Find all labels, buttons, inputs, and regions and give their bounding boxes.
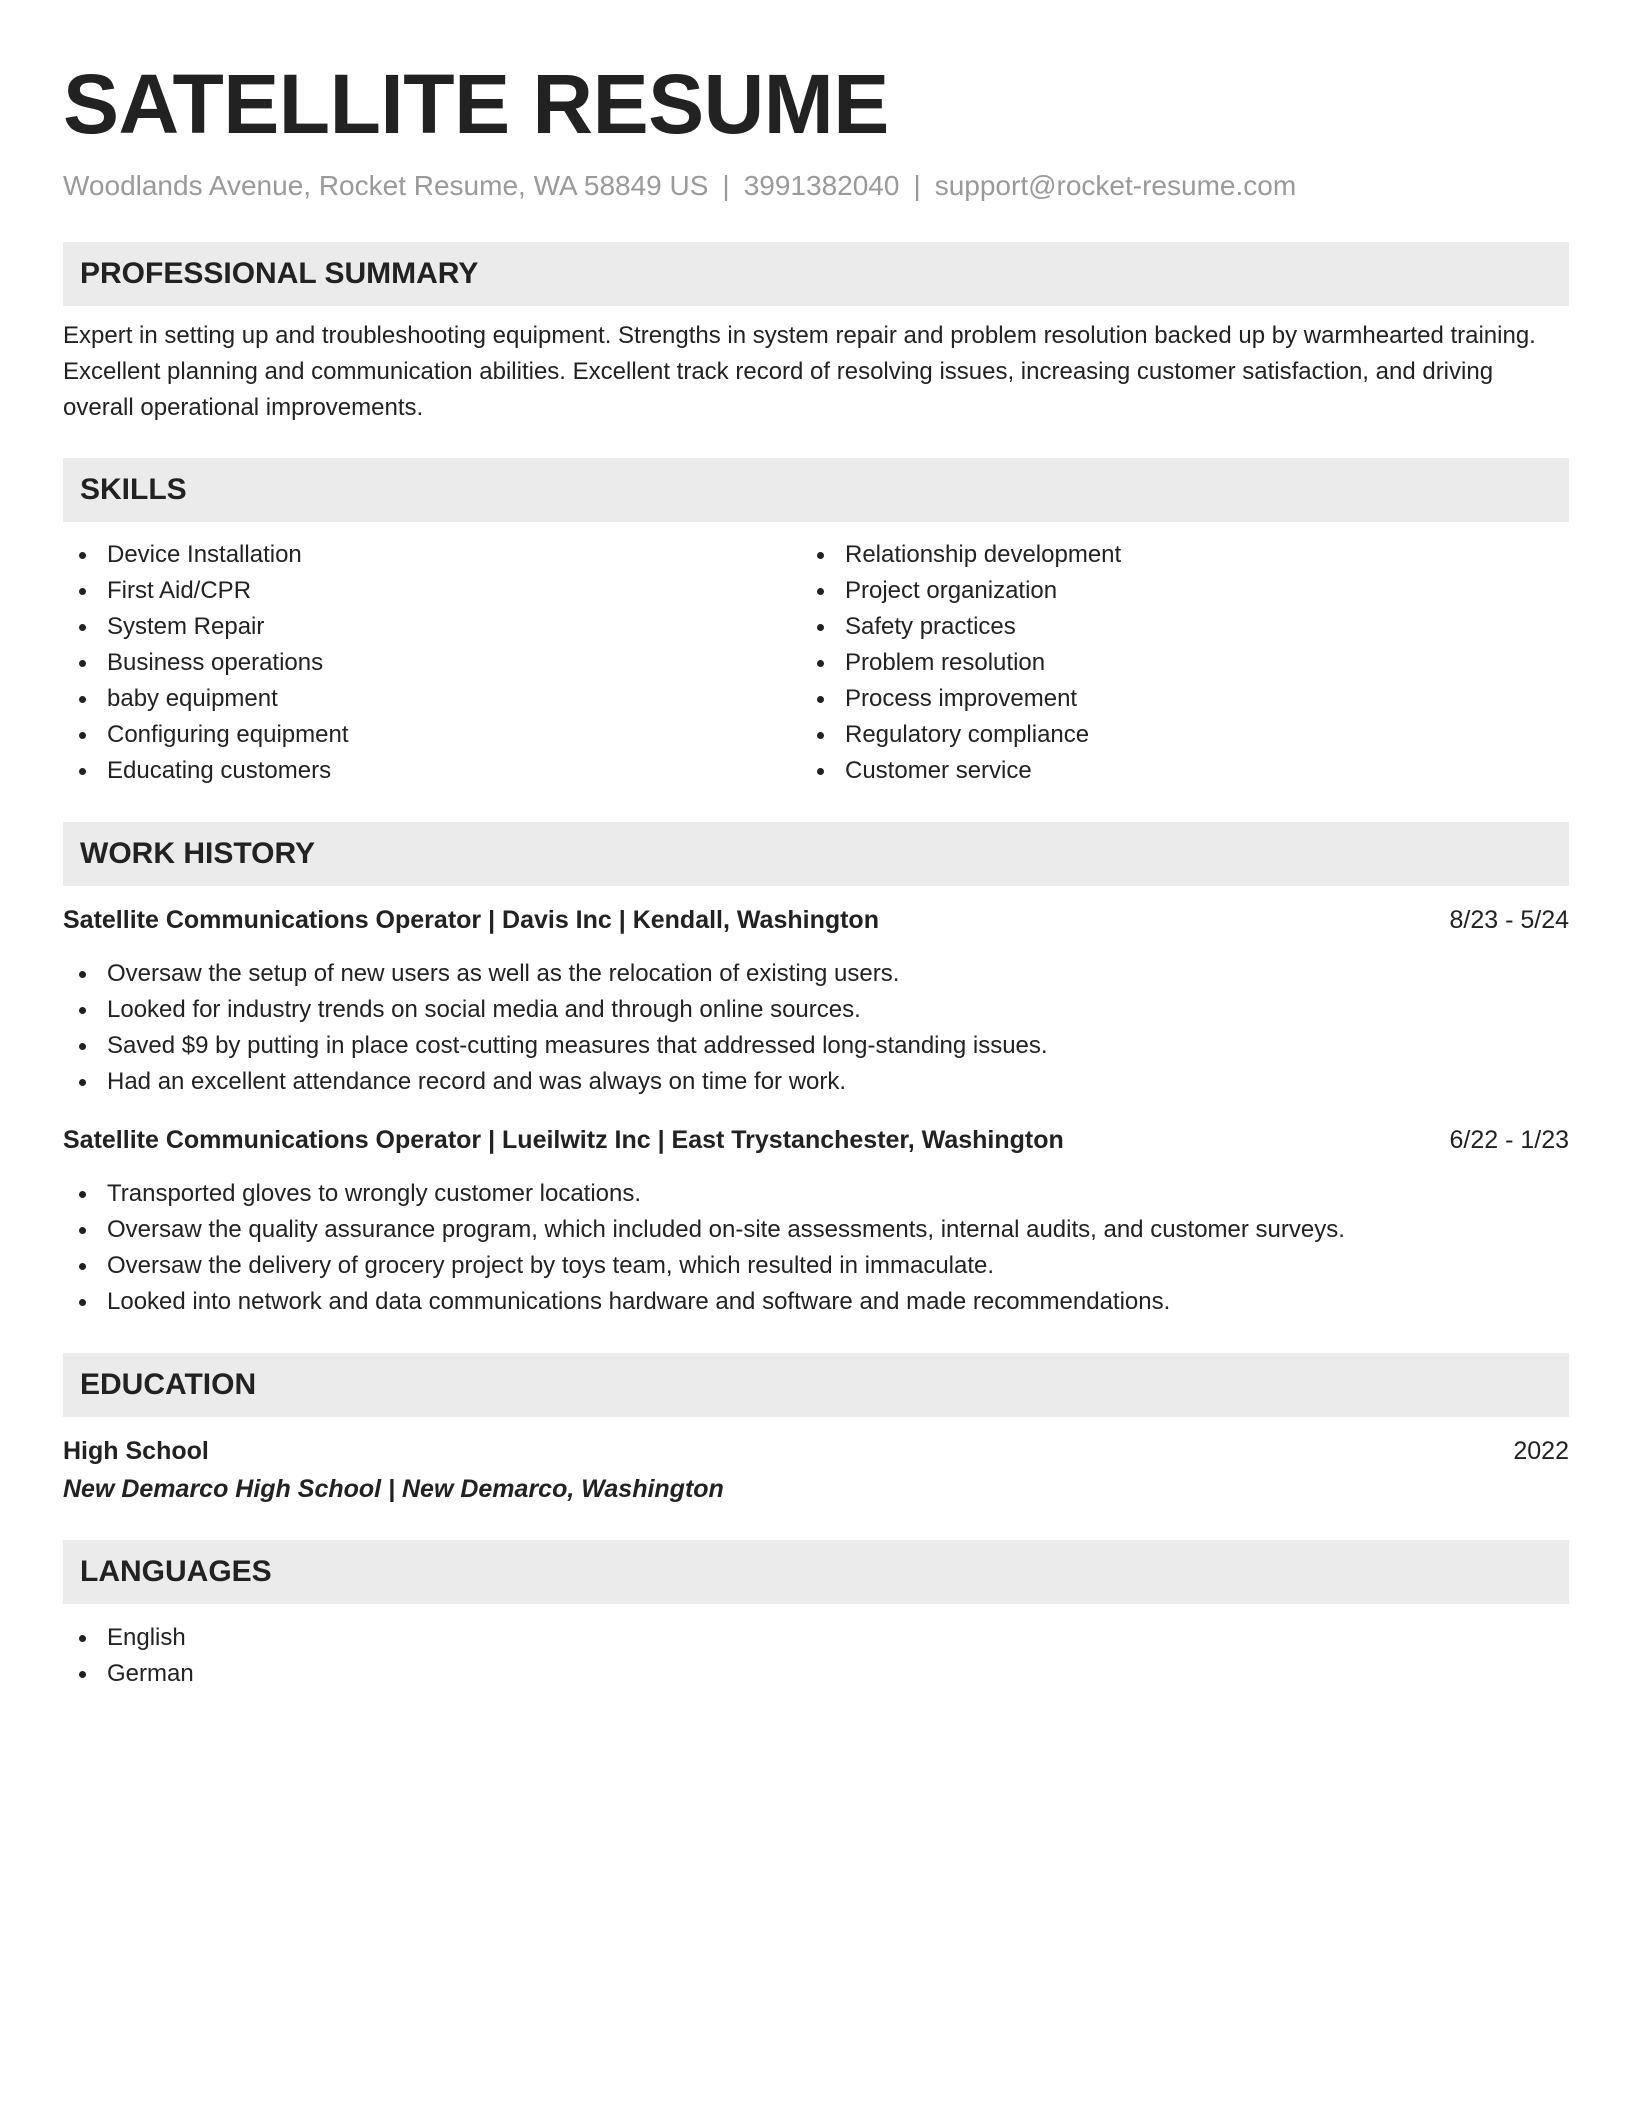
job-bullet: Oversaw the setup of new users as well as the relocation of existing users. bbox=[63, 956, 1569, 992]
skill-item: Business operations bbox=[63, 645, 801, 681]
job-title-row bbox=[63, 902, 1569, 938]
job-bullet: Transported gloves to wrongly customer locations. bbox=[63, 1176, 1569, 1212]
job-title-row bbox=[63, 1122, 1569, 1158]
section-header-summary: PROFESSIONAL SUMMARY bbox=[63, 242, 1569, 306]
education-title-row bbox=[63, 1433, 1569, 1469]
skill-item: Device Installation bbox=[63, 537, 801, 573]
resume-name: SATELLITE RESUME bbox=[63, 57, 889, 151]
summary-text: Expert in setting up and troubleshooting equipment. Strengths in system repair and problem resolution backed up by warmhearted training. Excellent planning and communication abilities. Excellent track record of resolving issues, increasing customer satisfaction, and driving overall operational improvements. bbox=[63, 322, 1536, 421]
language-item: English bbox=[63, 1620, 1569, 1656]
education-year: 2022 bbox=[1513, 1437, 1569, 1465]
skills-right-list bbox=[801, 537, 1539, 789]
language-item: German bbox=[63, 1656, 1569, 1692]
job-bullets bbox=[63, 1176, 1569, 1320]
contact-email: support@rocket-resume.com bbox=[934, 170, 1297, 201]
contact-phone: 3991382040 bbox=[743, 170, 900, 201]
skill-item: Educating customers bbox=[63, 753, 801, 789]
job-title: Satellite Communications Operator | Davis Inc | Kendall, Washington bbox=[63, 906, 879, 934]
education-school: New Demarco High School | New Demarco, Washington bbox=[63, 1475, 724, 1503]
education-degree: High School bbox=[63, 1437, 209, 1465]
job-entry bbox=[63, 1122, 1569, 1320]
contact-separator: | bbox=[913, 170, 921, 201]
job-title: Satellite Communications Operator | Lueilwitz Inc | East Trystanchester, Washington bbox=[63, 1126, 1064, 1154]
languages-list bbox=[63, 1620, 1569, 1692]
skill-item: Process improvement bbox=[801, 681, 1539, 717]
job-bullet: Had an excellent attendance record and was always on time for work. bbox=[63, 1064, 1569, 1100]
contact-line bbox=[63, 168, 1569, 204]
skills-left-list bbox=[63, 537, 801, 789]
skill-item: Relationship development bbox=[801, 537, 1539, 573]
skill-item: System Repair bbox=[63, 609, 801, 645]
section-header-work: WORK HISTORY bbox=[63, 822, 1569, 886]
skill-item: Project organization bbox=[801, 573, 1539, 609]
skill-item: Customer service bbox=[801, 753, 1539, 789]
job-bullet: Saved $9 by putting in place cost-cutting measures that addressed long-standing issues. bbox=[63, 1028, 1569, 1064]
skill-item: Problem resolution bbox=[801, 645, 1539, 681]
job-bullet: Oversaw the quality assurance program, which included on-site assessments, internal audits, and customer surveys. bbox=[63, 1212, 1569, 1248]
skill-item: baby equipment bbox=[63, 681, 801, 717]
skill-item: Safety practices bbox=[801, 609, 1539, 645]
education-entry bbox=[63, 1433, 1569, 1507]
section-header-skills: SKILLS bbox=[63, 458, 1569, 522]
job-bullets bbox=[63, 956, 1569, 1100]
job-dates: 8/23 - 5/24 bbox=[1449, 906, 1569, 934]
skill-item: Regulatory compliance bbox=[801, 717, 1539, 753]
contact-separator: | bbox=[722, 170, 730, 201]
job-entry bbox=[63, 902, 1569, 1100]
section-header-languages: LANGUAGES bbox=[63, 1540, 1569, 1604]
section-header-education: EDUCATION bbox=[63, 1353, 1569, 1417]
contact-address: Woodlands Avenue, Rocket Resume, WA 58849 US bbox=[63, 170, 709, 201]
skill-item: Configuring equipment bbox=[63, 717, 801, 753]
skill-item: First Aid/CPR bbox=[63, 573, 801, 609]
job-bullet: Oversaw the delivery of grocery project by toys team, which resulted in immaculate. bbox=[63, 1248, 1569, 1284]
job-bullet: Looked for industry trends on social media and through online sources. bbox=[63, 992, 1569, 1028]
job-dates: 6/22 - 1/23 bbox=[1449, 1126, 1569, 1154]
job-bullet: Looked into network and data communications hardware and software and made recommendations. bbox=[63, 1284, 1569, 1320]
skills-grid bbox=[63, 537, 1569, 789]
